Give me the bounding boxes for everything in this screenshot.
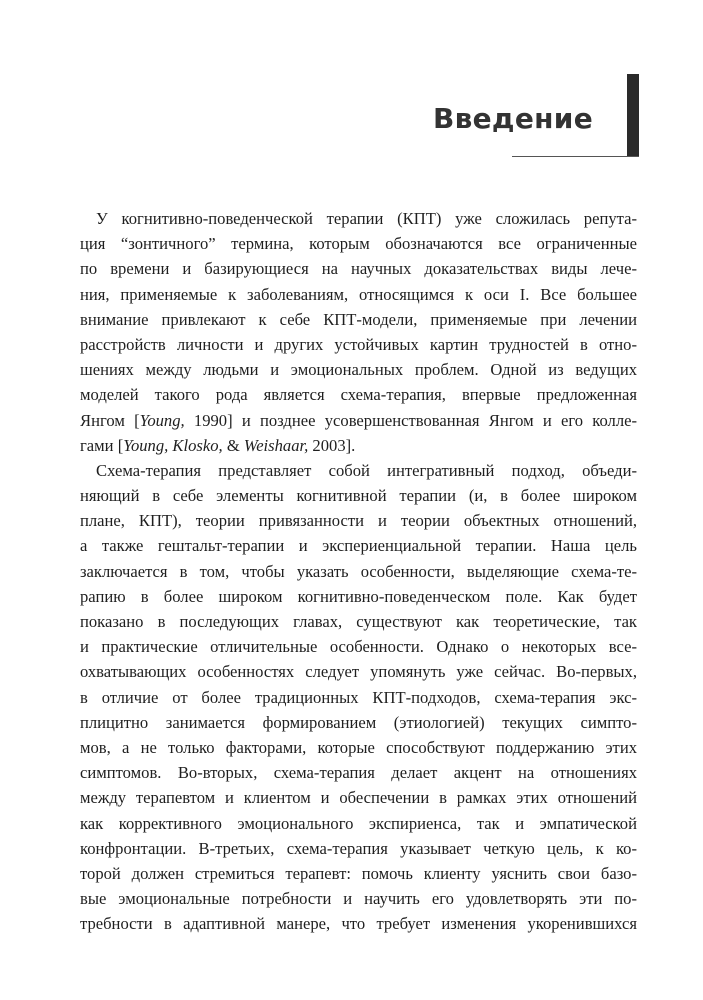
text-line: в отличие от более традиционных КПТ-подходов, схема-терапия экс- — [80, 687, 637, 707]
text-line: показано в последующих главах, существуют как теоретические, так — [80, 612, 637, 631]
body-text — [80, 206, 637, 936]
chapter-marker-bar — [627, 74, 639, 156]
text-line: между терапевтом и клиентом и обеспечении в рамках этих отношений — [80, 788, 637, 808]
text-line: симптомов. Во-вторых, схема-терапия делает акцент на отношениях — [80, 763, 637, 783]
text-line: гами [Young, Klosko, & Weishaar, 2003]. — [80, 435, 356, 455]
text-line: внимание привлекают к себе КПТ-модели, применяемые при лечении — [80, 309, 637, 329]
text-line: требности в адаптивной манере, что требует изменения укоренившихся — [80, 914, 637, 934]
text-line: ция “зонтичного” термина, которым обозначаются все ограниченные — [80, 234, 637, 254]
text-line: Схема-терапия представляет собой интегративный подход, объеди- — [96, 460, 637, 480]
text-line: по времени и базирующиеся на научных доказательствах виды лече- — [80, 259, 637, 279]
text-line: ния, применяемые к заболеваниям, относящимся к оси I. Все большее — [80, 284, 637, 304]
chapter-title: Введение — [432, 102, 593, 135]
text-line: заключается в том, чтобы указать особенности, выделяющие схема-те- — [80, 561, 637, 581]
text-line: расстройств личности и других устойчивых картин трудностей в отно- — [80, 334, 637, 354]
text-line: шениях между людьми и эмоциональных проблем. Одной из ведущих — [80, 360, 637, 380]
paragraph-2 — [80, 458, 637, 937]
citation-author: Young, Klosko, — [123, 435, 223, 455]
text-line: У когнитивно-поведенческой терапии (КПТ) уже сложилась репута- — [96, 209, 637, 228]
title-underline — [512, 156, 639, 157]
text-line: мов, а не только факторами, которые способствуют поддержанию этих — [80, 737, 637, 757]
text-line: вые эмоциональные потребности и научить его удовлетворять эти по- — [80, 889, 637, 909]
text-line: охватывающих особенностях следует упомянуть уже сейчас. Во-первых, — [80, 662, 637, 682]
text-line: няющий в себе элементы когнитивной терапии (и, в более широком — [80, 486, 637, 506]
text-line: как коррективного эмоционального экспириенса, так и эмпатической — [80, 813, 637, 833]
citation-author: Weishaar, — [243, 435, 309, 455]
text-line: Янгом [Young, 1990] и позднее усовершенствованная Янгом и его колле- — [80, 410, 638, 430]
text-line: и практические отличительные особенности. Однако о некоторых все- — [80, 637, 637, 657]
paragraph-1 — [80, 206, 637, 458]
text-line: конфронтации. В-третьих, схема-терапия указывает четкую цель, к ко- — [80, 838, 637, 858]
text-line: моделей такого рода является схема-терапия, впервые предложенная — [80, 385, 637, 405]
text-line: плане, КПТ), теории привязанности и теории объектных отношений, — [80, 511, 637, 531]
text-line: плицитно занимается формированием (этиологией) текущих симпто- — [80, 712, 637, 732]
text-line: торой должен стремиться терапевт: помочь клиенту уяснить свои базо- — [80, 863, 637, 883]
text-line: рапию в более широком когнитивно-поведенческом поле. Как будет — [80, 586, 637, 606]
text-line: а также гештальт-терапии и экспериенциальной терапии. Наша цель — [80, 536, 637, 556]
citation-author: Young, — [139, 410, 185, 430]
